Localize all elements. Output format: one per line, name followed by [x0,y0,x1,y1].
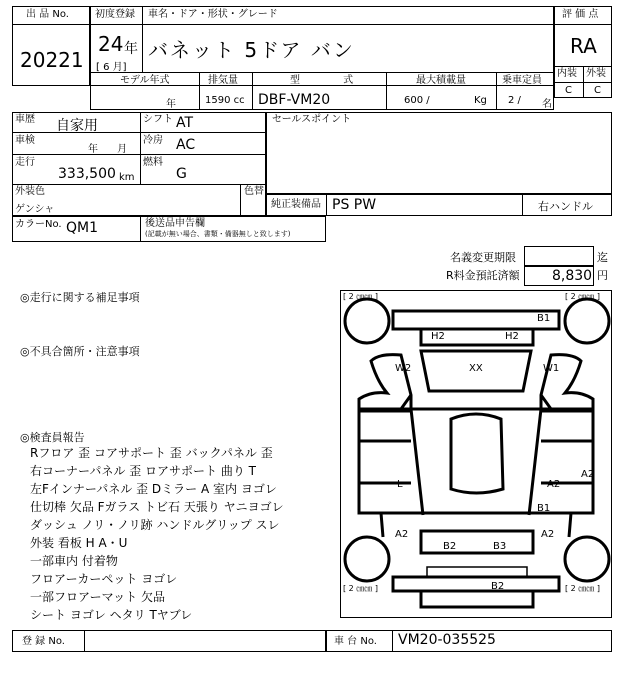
mileage-label: 走行 [15,157,35,168]
mark-h2-right: H2 [505,331,519,342]
inspection-label: 車検 [15,135,35,146]
defect-notes-label: ◎不具合箇所・注意事項 [20,345,140,358]
fuel-label: 燃料 [143,157,163,168]
corner-label-top-right: [ 2 ㎝㎝ ] [565,292,600,301]
capacity-label: 乗車定員 [502,75,542,86]
steering-value: 右ハンドル [538,200,593,213]
mark-a2-right-low: A2 [541,529,555,540]
model-year-label: モデル年式 [120,75,170,86]
overall-rating: RA [570,34,597,58]
shift-value: AT [176,115,194,131]
fuel-value: G [176,166,187,182]
exterior-color-value: ゲンシャ [15,204,55,215]
mark-b2-left: B2 [443,541,457,552]
recycle-fee-value: 8,830 [552,268,593,284]
color-number-label: カラーNo. [15,219,62,230]
after-delivery-label: 後送品申告欄 [145,218,205,229]
first-registration-year: 24 [98,32,124,56]
mileage-value: 333,500 [58,166,116,182]
rating-label: 評 価 点 [562,9,599,20]
max-load-value: 600 / [404,95,430,106]
car-name: バネット 5ドア バン [148,38,355,62]
mark-a2-right-outer: A2 [581,469,595,480]
report-line: 右コーナーパネル 歪 ロアサポート 曲り T [30,464,256,478]
report-line: シート ヨゴレ ヘタリ Tヤブレ [30,608,193,622]
name-change-field [524,246,594,266]
corner-label-top-left: [ 2 ㎝㎝ ] [343,292,378,301]
history-label: 車歴 [15,114,35,125]
lot-number-label: 出 品 No. [26,9,69,20]
report-line: フロアーカーペット ヨゴレ [30,572,178,586]
mark-a2-left: A2 [395,529,409,540]
ac-value: AC [176,137,196,153]
recycle-fee-label: R料金預託済額 [446,269,520,282]
displacement-label: 排気量 [208,75,238,86]
chassis-number-value: VM20-035525 [398,632,496,648]
mark-a2-right-inner: A2 [547,479,561,490]
interior-grade-label: 内装 [557,68,577,79]
mark-l: L [397,479,403,490]
car-name-label: 車名・ドア・形状・グレード [148,9,278,20]
report-line: ダッシュ ノリ・ノリ跡 ハンドルグリップ スレ [30,518,280,532]
ac-label: 冷房 [143,135,163,146]
mark-b1-right: B1 [537,503,551,514]
recolor-label: 色替 [244,186,264,197]
max-load-unit: Kg [474,95,487,106]
equipment-value: PS PW [332,197,377,213]
report-line: 一部フロアーマット 欠品 [30,590,165,604]
mark-xx: XX [469,363,483,374]
mark-h2-left: H2 [431,331,445,342]
mark-b1-top: B1 [537,313,551,324]
color-number-value: QM1 [66,220,99,236]
report-line: 仕切棒 欠品 Fガラス トビ石 天張り ヤニヨゴレ [30,500,284,514]
mileage-unit: km [119,172,135,183]
damage-diagram [340,290,612,618]
first-registration-label: 初度登録 [95,9,135,20]
corner-label-bottom-left: [ 2 ㎝㎝ ] [343,584,378,593]
equipment-label: 純正装備品 [271,199,321,210]
mark-w1: W1 [543,363,560,374]
exterior-color-label: 外装色 [15,186,45,197]
inspector-report-label: ◎検査員報告 [20,431,85,444]
capacity-value: 2 / [508,95,521,106]
mark-b2-bottom: B2 [491,581,505,592]
registration-number-label: 登 録 No. [22,636,65,647]
corner-label-bottom-right: [ 2 ㎝㎝ ] [565,584,600,593]
report-line: 左Fインナーパネル 歪 Dミラー A 室内 ヨゴレ [30,482,277,496]
first-registration-year-unit: 年 [124,41,138,57]
capacity-unit: 名 [542,99,552,110]
driving-notes-label: ◎走行に関する補足事項 [20,291,140,304]
name-change-label: 名義変更期限 [450,251,516,264]
recycle-fee-unit: 円 [597,269,608,282]
chassis-number-label: 車 台 No. [334,636,377,647]
report-line: Rフロア 歪 コアサポート 歪 バックパネル 歪 [30,446,273,460]
history-value: 自家用 [56,118,98,134]
inspection-value: 年 月 [88,144,128,155]
shift-label: シフト [143,114,173,125]
model-type-value: DBF-VM20 [258,92,331,108]
car-outline-svg [341,291,611,617]
inspector-report-lines [30,444,284,624]
name-change-unit: 迄 [597,251,608,264]
model-year-unit: 年 [166,99,176,110]
first-registration-month: [ 6 月] [96,62,127,73]
mark-b3: B3 [493,541,507,552]
report-line: 外装 看板 H A・U [30,536,128,550]
sales-point-label: セールスポイント [272,114,352,125]
max-load-label: 最大積載量 [416,75,466,86]
mark-w2: W2 [395,363,412,374]
exterior-grade: C [594,85,601,96]
exterior-grade-label: 外装 [586,68,606,79]
report-line: 一部車内 付着物 [30,554,118,568]
after-delivery-note: (記載が無い場合、書類・備器無しと致します) [145,230,291,238]
displacement-value: 1590 cc [205,95,245,106]
lot-number: 20221 [20,48,84,72]
type-label: 型 式 [290,75,354,86]
interior-grade: C [565,85,572,96]
